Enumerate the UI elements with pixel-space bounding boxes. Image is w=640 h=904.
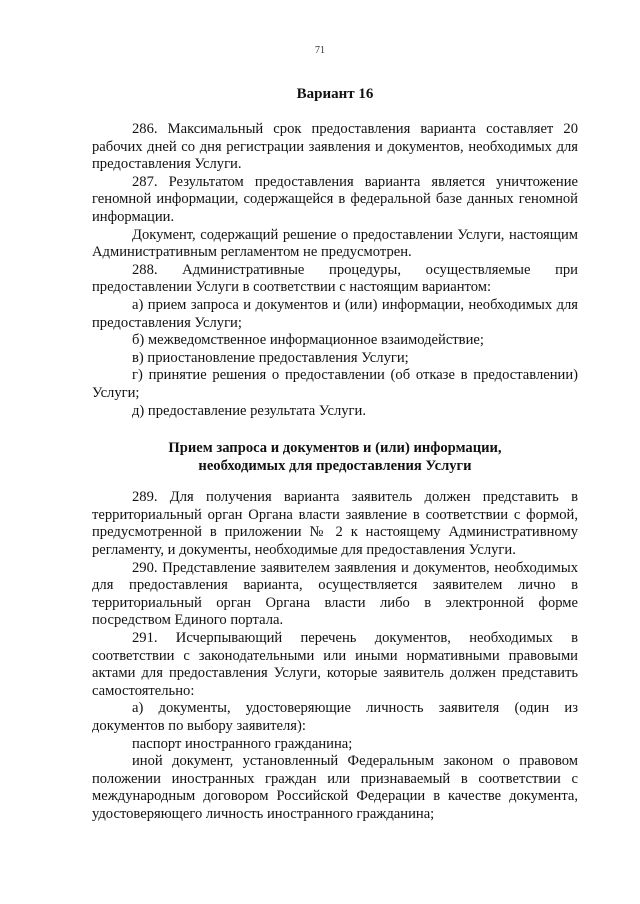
section-heading-line-2: необходимых для предоставления Услуги xyxy=(198,457,472,474)
paragraph-291: 291. Исчерпывающий перечень документов, необходимых в соответствии с законодательными или иными нормативными правовыми актами для предоставления Услуги, которые заявитель должен представить самостоятельно: xyxy=(92,630,578,699)
list-item-v: в) приостановление предоставления Услуги; xyxy=(132,349,409,366)
paragraph-286: 286. Максимальный срок предоставления варианта составляет 20 рабочих дней со дня регистрации заявления и документов, необходимых для предоставления Услуги. xyxy=(92,121,578,173)
paragraph-document: Документ, содержащий решение о предоставлении Услуги, настоящим Административным регламентом не предусмотрен. xyxy=(92,226,578,261)
paragraph-287: 287. Результатом предоставления варианта является уничтожение геномной информации, содержащейся в федеральной базе данных геномной информации. xyxy=(92,173,578,225)
paragraph-290: 290. Представление заявителем заявления и документов, необходимых для предоставления варианта, осуществляется заявителем лично в территориальный орган Органа власти либо в электронной форме посредством Единого портала. xyxy=(92,559,578,629)
document-body xyxy=(92,82,578,824)
variant-heading: Вариант 16 xyxy=(296,86,374,102)
paragraphs-before xyxy=(92,121,578,420)
list-item-documents: а) документы, удостоверяющие личность заявителя (один из документов по выбору заявителя): xyxy=(92,700,578,734)
list-item-passport: паспорт иностранного гражданина; xyxy=(132,735,353,752)
paragraph-289: 289. Для получения варианта заявитель должен представить в территориальный орган Органа власти заявление в соответствии с формой, предусмотренной в приложении № 2 к настоящему Административному регламенту, и документы, необходимые для предоставления Услуги. xyxy=(92,489,578,559)
section-heading-line-1: Прием запроса и документов и (или) информации, xyxy=(168,440,502,457)
list-item-a: а) прием запроса и документов и (или) информации, необходимых для предоставления Услуги; xyxy=(92,296,578,331)
list-item-d: д) предоставление результата Услуги. xyxy=(132,402,366,419)
section-heading xyxy=(92,440,578,475)
paragraphs-after xyxy=(92,489,578,823)
list-item-g: г) принятие решения о предоставлении (об отказе в предоставлении) Услуги; xyxy=(92,367,578,401)
list-item-other-document: иной документ, установленный Федеральным законом о правовом положении иностранных граждан или признаваемый в соответствии с международным договором Российской Федерации в качестве документа, удостоверяющего личность иностранного гражданина; xyxy=(92,753,578,822)
paragraph-288: 288. Административные процедуры, осуществляемые при предоставлении Услуги в соответствии с настоящим вариантом: xyxy=(92,261,578,296)
page-number: 71 xyxy=(315,45,325,56)
list-item-b: б) межведомственное информационное взаимодействие; xyxy=(132,332,484,349)
